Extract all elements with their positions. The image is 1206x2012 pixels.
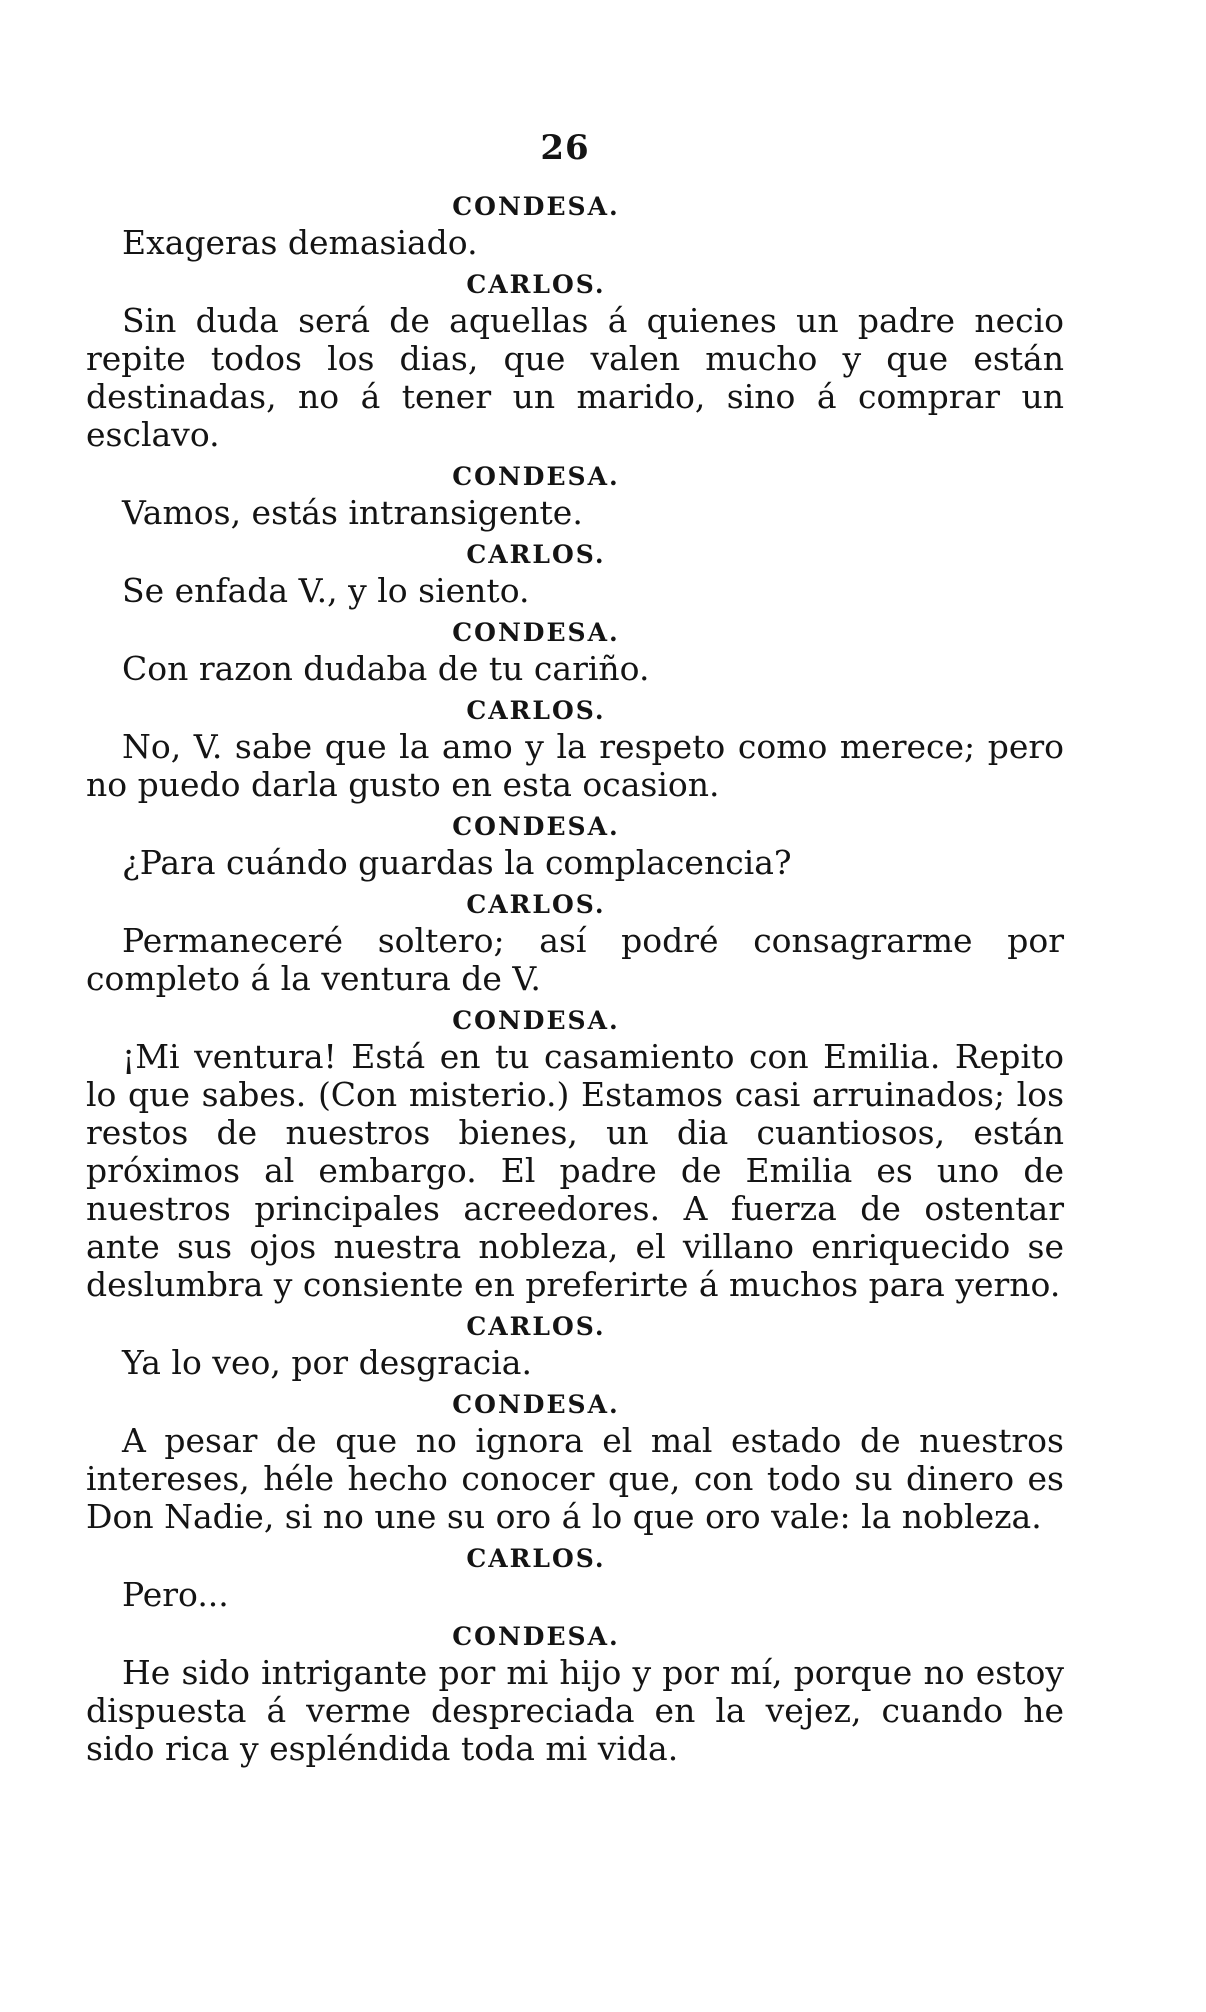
dialogue-entry	[86, 1542, 1064, 1614]
speech-text: Pero...	[122, 1575, 229, 1614]
speech-text: ¡Mi ventura! Está en tu casamiento con Emilia. Repito lo que sabes. (Con misterio.) Estamos casi arruinados; los restos de nuestros bienes, un dia cuantiosos, están próximos al embargo. El padre de Emilia es uno de nuestros principales acreedores. A fuerza de ostentar ante sus ojos nuestra nobleza, el villano enriquecido se deslumbra y consiente en preferirte á muchos para yerno.	[86, 1037, 1064, 1304]
speaker-name: CONDESA.	[452, 618, 620, 647]
speaker-name: CONDESA.	[452, 192, 620, 221]
dialogue-block	[86, 190, 1064, 1774]
speaker-name: CONDESA.	[452, 1006, 620, 1035]
dialogue-entry	[86, 268, 1064, 454]
speech-text: Con razon dudaba de tu cariño.	[122, 649, 650, 688]
speech-text: Sin duda será de aquellas á quienes un padre necio repite todos los dias, que valen mucho y que están destinadas, no á tener un marido, sino á comprar un esclavo.	[86, 301, 1064, 454]
dialogue-entry	[86, 616, 1064, 688]
speech-text: ¿Para cuándo guardas la complacencia?	[122, 843, 792, 882]
speaker-name: CARLOS.	[466, 890, 606, 919]
speaker-name: CONDESA.	[452, 1390, 620, 1419]
speech-text: Se enfada V., y lo siento.	[122, 571, 530, 610]
speaker-name: CARLOS.	[466, 270, 606, 299]
dialogue-entry	[86, 1388, 1064, 1536]
speaker-name: CARLOS.	[466, 1312, 606, 1341]
dialogue-entry	[86, 888, 1064, 998]
speaker-name: CARLOS.	[466, 1544, 606, 1573]
page-number: 26	[540, 128, 590, 168]
dialogue-entry	[86, 1004, 1064, 1304]
speech-text: A pesar de que no ignora el mal estado de nuestros intereses, héle hecho conocer que, con todo su dinero es Don Nadie, si no une su oro á lo que oro vale: la nobleza.	[86, 1421, 1064, 1536]
dialogue-entry	[86, 190, 1064, 262]
speaker-name: CONDESA.	[452, 812, 620, 841]
dialogue-entry	[86, 460, 1064, 532]
speaker-name: CARLOS.	[466, 540, 606, 569]
speaker-name: CONDESA.	[452, 1622, 620, 1651]
speaker-name: CONDESA.	[452, 462, 620, 491]
dialogue-entry	[86, 810, 1064, 882]
dialogue-entry	[86, 1620, 1064, 1768]
speech-text: Ya lo veo, por desgracia.	[122, 1343, 532, 1382]
speech-text: Permaneceré soltero; así podré consagrarme por completo á la ventura de V.	[86, 921, 1064, 998]
dialogue-entry	[86, 1310, 1064, 1382]
dialogue-entry	[86, 694, 1064, 804]
speech-text: He sido intrigante por mi hijo y por mí, porque no estoy dispuesta á verme despreciada en la vejez, cuando he sido rica y espléndida toda mi vida.	[86, 1653, 1064, 1768]
speech-text: Exageras demasiado.	[122, 223, 478, 262]
dialogue-entry	[86, 538, 1064, 610]
speech-text: Vamos, estás intransigente.	[122, 493, 583, 532]
speech-text: No, V. sabe que la amo y la respeto como merece; pero no puedo darla gusto en esta ocasion.	[86, 727, 1064, 804]
speaker-name: CARLOS.	[466, 696, 606, 725]
